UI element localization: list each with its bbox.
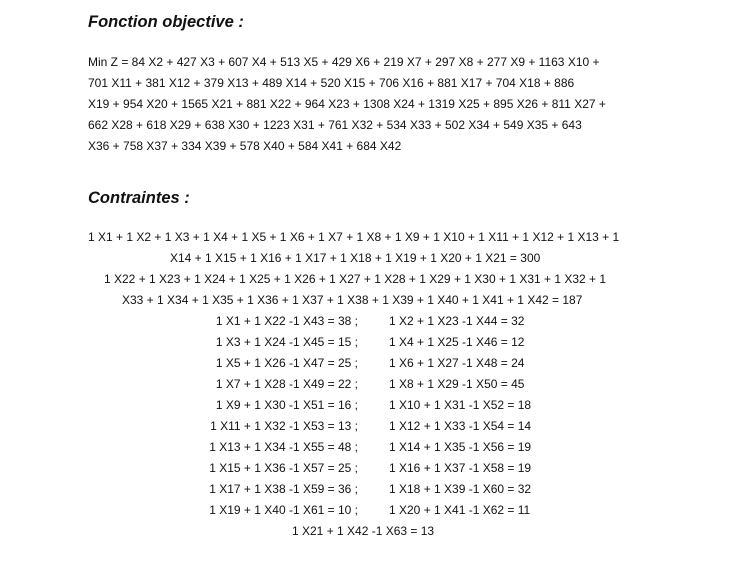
objective-line: Min Z = 84 X2 + 427 X3 + 607 X4 + 513 X5 + 429 X6 + 219 X7 + 297 X8 + 277 X9 + 1163 X10 + bbox=[88, 55, 600, 69]
constraint-right: 1 X16 + 1 X37 -1 X58 = 19 bbox=[389, 461, 532, 475]
constraint-pair-row bbox=[0, 418, 742, 439]
constraint-pair-row bbox=[0, 439, 742, 460]
constraint-left: 1 X19 + 1 X40 -1 X61 = 10 ; bbox=[209, 503, 358, 517]
constraint-right: 1 X20 + 1 X41 -1 X62 = 11 bbox=[389, 503, 531, 517]
constraint-left: 1 X15 + 1 X36 -1 X57 = 25 ; bbox=[209, 461, 358, 475]
objective-line: X36 + 758 X37 + 334 X39 + 578 X40 + 584 X41 + 684 X42 bbox=[88, 139, 402, 153]
constraint-pair-row bbox=[0, 397, 742, 418]
constraint-left: 1 X11 + 1 X32 -1 X53 = 13 ; bbox=[210, 419, 358, 433]
constraint-pair-row bbox=[0, 334, 742, 355]
constraint-left: 1 X13 + 1 X34 -1 X55 = 48 ; bbox=[209, 440, 358, 454]
constraint-left: 1 X9 + 1 X30 -1 X51 = 16 ; bbox=[215, 398, 358, 412]
constraint-left: 1 X1 + 1 X22 -1 X43 = 38 ; bbox=[215, 314, 358, 328]
constraint-left: 1 X17 + 1 X38 -1 X59 = 36 ; bbox=[209, 482, 358, 496]
constraint-pair-row bbox=[0, 376, 742, 397]
sum-constraint-text: 1 X22 + 1 X23 + 1 X24 + 1 X25 + 1 X26 + 1 X27 + 1 X28 + 1 X29 + 1 X30 + 1 X31 + 1 X32 + 1 bbox=[104, 272, 607, 286]
objective-line: X19 + 954 X20 + 1565 X21 + 881 X22 + 964 X23 + 1308 X24 + 1319 X25 + 895 X26 + 811 X27 + bbox=[88, 97, 606, 111]
constraint-left: 1 X5 + 1 X26 -1 X47 = 25 ; bbox=[215, 356, 358, 370]
constraint-right: 1 X18 + 1 X39 -1 X60 = 32 bbox=[389, 482, 532, 496]
constraint-right: 1 X12 + 1 X33 -1 X54 = 14 bbox=[389, 419, 532, 433]
sum-constraint-text: X33 + 1 X34 + 1 X35 + 1 X36 + 1 X37 + 1 X38 + 1 X39 + 1 X40 + 1 X41 + 1 X42 = 187 bbox=[122, 293, 583, 307]
constraint-right: 1 X2 + 1 X23 -1 X44 = 32 bbox=[389, 314, 525, 328]
constraint-pair-row bbox=[0, 460, 742, 481]
constraint-pair-row bbox=[0, 481, 742, 502]
constraints-heading: Contraintes : bbox=[88, 189, 190, 207]
constraint-right: 1 X4 + 1 X25 -1 X46 = 12 bbox=[389, 335, 525, 349]
constraint-left: 1 X7 + 1 X28 -1 X49 = 22 ; bbox=[215, 377, 358, 391]
objective-line: 662 X28 + 618 X29 + 638 X30 + 1223 X31 + 761 X32 + 534 X33 + 502 X34 + 549 X35 + 643 bbox=[88, 118, 582, 132]
constraint-pair-row bbox=[0, 313, 742, 334]
constraint-right: 1 X6 + 1 X27 -1 X48 = 24 bbox=[389, 356, 525, 370]
constraint-pair-row bbox=[0, 355, 742, 376]
objective-heading: Fonction objective : bbox=[88, 13, 244, 31]
objective-function bbox=[88, 52, 688, 157]
constraint-right: 1 X8 + 1 X29 -1 X50 = 45 bbox=[389, 377, 525, 391]
sum-constraint-text: X14 + 1 X15 + 1 X16 + 1 X17 + 1 X18 + 1 X19 + 1 X20 + 1 X21 = 300 bbox=[170, 251, 541, 265]
final-constraint: 1 X21 + 1 X42 -1 X63 = 13 bbox=[292, 524, 435, 538]
constraint-right: 1 X14 + 1 X35 -1 X56 = 19 bbox=[389, 440, 532, 454]
constraint-pair-row bbox=[0, 502, 742, 523]
constraint-left: 1 X3 + 1 X24 -1 X45 = 15 ; bbox=[215, 335, 358, 349]
objective-line: 701 X11 + 381 X12 + 379 X13 + 489 X14 + 520 X15 + 706 X16 + 881 X17 + 704 X18 + 886 bbox=[88, 76, 575, 90]
constraint-right: 1 X10 + 1 X31 -1 X52 = 18 bbox=[389, 398, 532, 412]
sum-constraint-text: 1 X1 + 1 X2 + 1 X3 + 1 X4 + 1 X5 + 1 X6 + 1 X7 + 1 X8 + 1 X9 + 1 X10 + 1 X11 + 1 X12 + 1 X13 + 1 bbox=[88, 230, 620, 244]
